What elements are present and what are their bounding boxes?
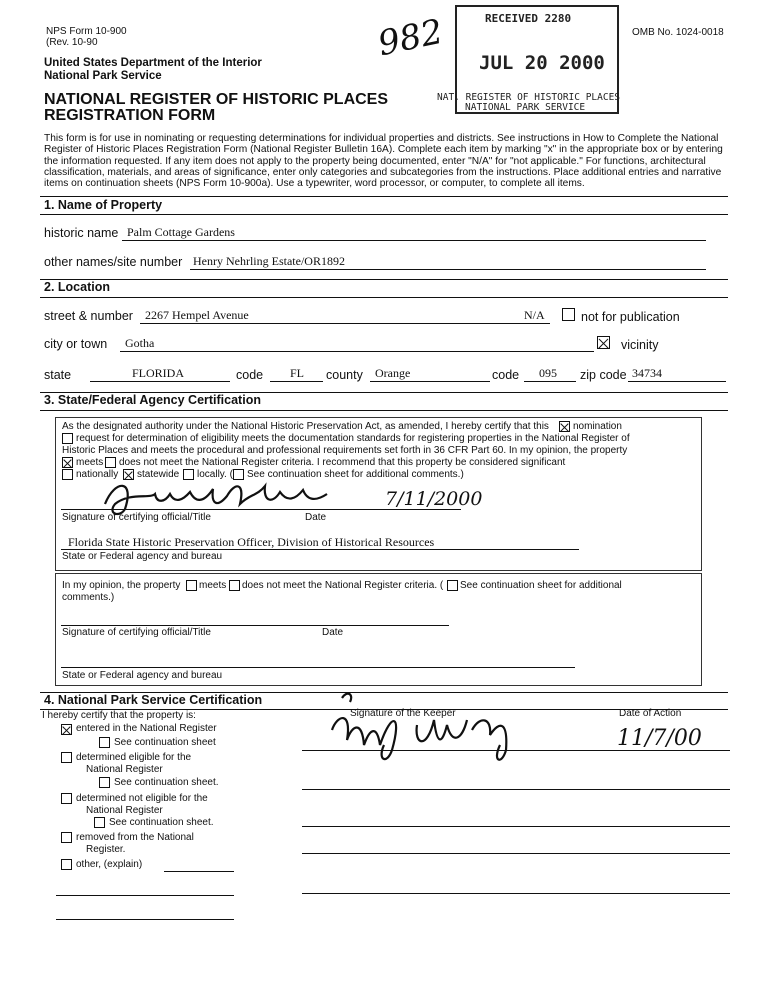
eligible-label: National Register bbox=[86, 764, 163, 775]
page-subtitle: REGISTRATION FORM bbox=[44, 107, 216, 124]
nomination-label: nomination bbox=[573, 421, 622, 432]
date-label: Date bbox=[305, 512, 327, 523]
state-value: FLORIDA bbox=[132, 366, 185, 380]
request-checkbox[interactable] bbox=[62, 433, 73, 444]
state-label: state bbox=[44, 368, 72, 382]
nomination-checkbox[interactable] bbox=[559, 421, 570, 432]
date-label: Date bbox=[322, 627, 344, 638]
other-label: other, (explain) bbox=[76, 859, 143, 870]
not-for-publication-checkbox[interactable] bbox=[562, 308, 575, 321]
entered-continuation-checkbox[interactable] bbox=[99, 737, 110, 748]
keeper-label: Signature of the Keeper bbox=[350, 708, 456, 719]
agency-label: State or Federal agency and bureau bbox=[62, 551, 223, 562]
section-heading: 4. National Park Service Certification bbox=[44, 693, 263, 707]
handwritten-note: 982 bbox=[374, 11, 447, 65]
na-value: N/A bbox=[524, 308, 545, 322]
page-title: NATIONAL REGISTER OF HISTORIC PLACES bbox=[44, 91, 389, 108]
certification-date: 7/11/2000 bbox=[385, 488, 483, 510]
opinion-text: In my opinion, the property bbox=[62, 580, 181, 591]
statewide-label: statewide bbox=[137, 469, 180, 480]
street-value: 2267 Hempel Avenue bbox=[145, 308, 249, 322]
received-stamp: RECEIVED 2280 JUL 20 2000 NAT. REGISTER OF HISTORIC PLACES NATIONAL PARK SERVICE bbox=[455, 5, 619, 114]
form-revision: (Rev. 10-90 bbox=[46, 37, 98, 48]
other-names-value: Henry Nehrling Estate/OR1892 bbox=[193, 254, 345, 268]
official-title: Florida State Historic Preservation Officer, Division of Historical Resources bbox=[68, 535, 435, 549]
cert-text: As the designated authority under the National Historic Preservation Act, as amended, I hereby certify that this bbox=[62, 421, 549, 432]
street-label: street & number bbox=[44, 309, 133, 323]
section-heading: 2. Location bbox=[44, 280, 110, 294]
zip-label: zip code bbox=[580, 368, 627, 382]
not-for-publication-label: not for publication bbox=[581, 310, 680, 324]
department: United States Department of the Interior bbox=[44, 57, 262, 69]
meets-label: meets bbox=[76, 457, 104, 468]
action-date: 11/7/00 bbox=[617, 726, 702, 751]
city-label: city or town bbox=[44, 337, 108, 351]
county-value: Orange bbox=[375, 366, 411, 380]
opinion-text: See continuation sheet for additional bbox=[460, 580, 622, 591]
eligible-label: determined eligible for the bbox=[76, 752, 192, 763]
agency-label: State or Federal agency and bureau bbox=[62, 670, 223, 681]
county-label: county bbox=[326, 368, 363, 382]
historic-name-label: historic name bbox=[44, 226, 119, 240]
opinion-not-meet-checkbox[interactable] bbox=[229, 580, 240, 591]
cert-text: Historic Places and meets the procedural and professional requirements set forth in 36 CFR Part 60. In my opinion, the property bbox=[62, 445, 628, 456]
form-number: NPS Form 10-900 bbox=[46, 26, 127, 37]
keeper-signature bbox=[322, 690, 532, 770]
continuation-label: See continuation sheet. bbox=[114, 777, 219, 788]
cert-text: does not meet the National Register criteria. I recommend that this property be considered significant bbox=[119, 457, 566, 468]
entered-label: entered in the National Register bbox=[76, 723, 217, 734]
county-code-value: 095 bbox=[539, 366, 557, 380]
opinion-text: comments.) bbox=[62, 592, 115, 603]
not-eligible-checkbox[interactable] bbox=[61, 793, 72, 804]
cert-text: request for determination of eligibility meets the documentation standards for registering properties in the National Register of bbox=[76, 433, 630, 444]
other-checkbox[interactable] bbox=[61, 859, 72, 870]
not-eligible-continuation-checkbox[interactable] bbox=[94, 817, 105, 828]
instructions: This form is for use in nominating or requesting determinations for individual properties and districts. See instructions in How to Complete the National Register of Historic Places Registration Form (National Register Bulletin 16A). Complete each item by marking "x" in the appropriate box or by entering the information requested. If any item does not apply to the property being documented, enter "N/A" for "not applicable." For functions, architectural classification, materials, and areas of significance, enter only categories and subcategories from the instructions. Place additional entries and narrative items on continuation sheets (NPS Form 10-900a). Use a typewriter, word processor, or computer, to complete all items. bbox=[44, 133, 723, 190]
locally-label: locally. ( bbox=[197, 469, 233, 480]
certify-text: I hereby certify that the property is: bbox=[42, 710, 196, 721]
continuation-label: See continuation sheet. bbox=[109, 817, 214, 828]
does-not-meet-checkbox[interactable] bbox=[105, 457, 116, 468]
county-code-label: code bbox=[492, 368, 520, 382]
continuation-label: See continuation sheet for additional comments.) bbox=[247, 469, 464, 480]
nationally-label: nationally bbox=[76, 469, 119, 480]
opinion-meets-label: meets bbox=[199, 580, 227, 591]
removed-checkbox[interactable] bbox=[61, 832, 72, 843]
eligible-checkbox[interactable] bbox=[61, 752, 72, 763]
historic-name-value: Palm Cottage Gardens bbox=[127, 225, 235, 239]
opinion-continuation-checkbox[interactable] bbox=[447, 580, 458, 591]
code-label: code bbox=[236, 368, 264, 382]
zip-value: 34734 bbox=[632, 366, 662, 380]
city-value: Gotha bbox=[125, 336, 155, 350]
nationally-checkbox[interactable] bbox=[62, 469, 73, 480]
not-eligible-label: National Register bbox=[86, 805, 163, 816]
agency: National Park Service bbox=[44, 70, 162, 82]
signature-label: Signature of certifying official/Title bbox=[62, 512, 211, 523]
not-eligible-label: determined not eligible for the bbox=[76, 793, 208, 804]
other-names-label: other names/site number bbox=[44, 255, 183, 269]
section-heading: 1. Name of Property bbox=[44, 198, 163, 212]
meets-checkbox[interactable] bbox=[62, 457, 73, 468]
removed-label: Register. bbox=[86, 844, 126, 855]
section-heading: 3. State/Federal Agency Certification bbox=[44, 393, 261, 407]
date-of-action-label: Date of Action bbox=[619, 708, 682, 719]
omb-number: OMB No. 1024-0018 bbox=[632, 27, 724, 38]
opinion-text: does not meet the National Register criteria. ( bbox=[242, 580, 444, 591]
vicinity-checkbox[interactable] bbox=[597, 336, 610, 349]
entered-checkbox[interactable] bbox=[61, 724, 72, 735]
opinion-meets-checkbox[interactable] bbox=[186, 580, 197, 591]
removed-label: removed from the National bbox=[76, 832, 194, 843]
code-value: FL bbox=[290, 366, 305, 380]
vicinity-label: vicinity bbox=[621, 338, 659, 352]
eligible-continuation-checkbox[interactable] bbox=[99, 777, 110, 788]
signature-label: Signature of certifying official/Title bbox=[62, 627, 211, 638]
continuation-label: See continuation sheet bbox=[114, 737, 216, 748]
